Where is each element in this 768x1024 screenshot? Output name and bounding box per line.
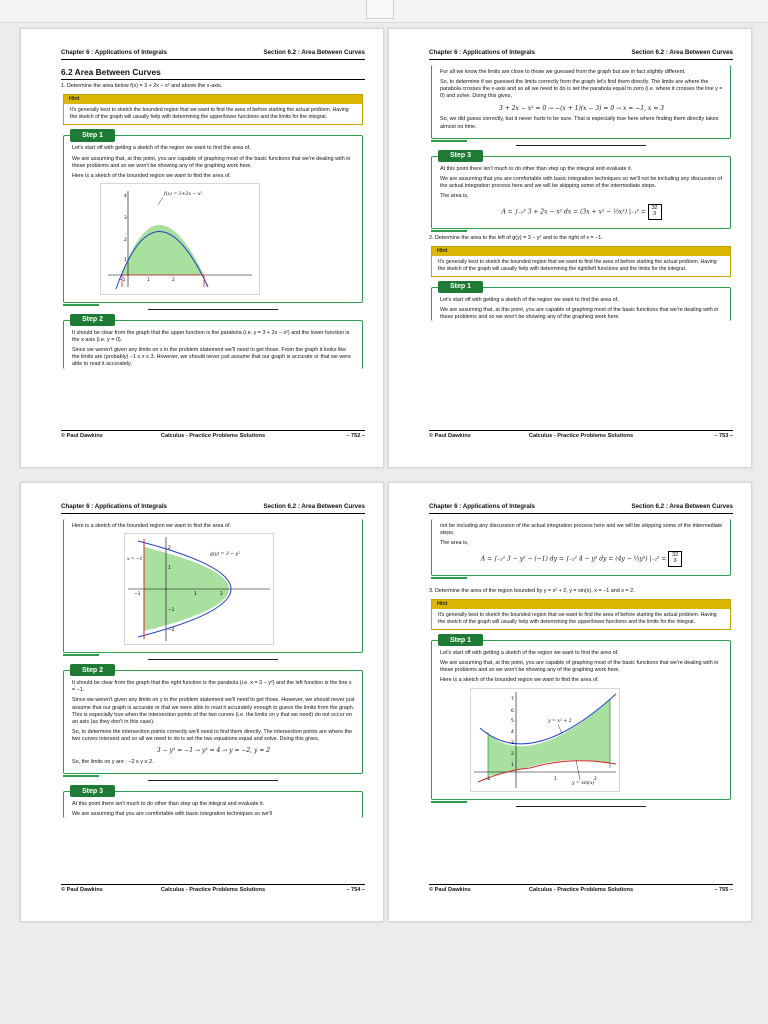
svg-text:−1: −1 <box>168 608 175 614</box>
step-text: The area is, <box>440 193 469 200</box>
problem-statement: 2. Determine the area to the left of g(y) = 3 − y² and to the right of x = −1. <box>429 234 603 241</box>
step-separator <box>148 309 278 310</box>
step-rule <box>431 801 467 803</box>
step-tag: Step 1 <box>70 129 115 141</box>
answer-numerator: 32 <box>651 205 658 212</box>
equation: A = ∫₋₁³ 3 + 2x − x² dx = (3x + x² − ⅓x³) |₋₁³ = <box>501 208 646 216</box>
lower-curve-label: y = sin(x) <box>572 780 595 786</box>
equation: 3 + 2x − x² = 0 → −(x + 1)(x − 3) = 0 → x = −1, x = 3 <box>499 104 664 112</box>
answer-box <box>668 551 682 566</box>
step-rule <box>63 654 99 656</box>
section-title: Section 6.2 : Area Between Curves <box>263 503 365 510</box>
svg-text:1: 1 <box>554 776 557 782</box>
page-footer <box>429 887 733 897</box>
header-rule <box>61 513 365 514</box>
equation: A = ∫₋₂² 3 − y² − (−1) dy = ∫₋₂² 4 − y² dy = (4y − ⅓y³) |₋₂² = <box>480 555 667 563</box>
step-text: So, we did guess correctly, but it never hurts to be sure. That is especially true here where finding them directly takes almost no time. <box>440 116 719 130</box>
svg-text:2: 2 <box>168 546 171 552</box>
area-equation <box>440 204 723 219</box>
footer-rule <box>61 430 365 431</box>
svg-text:2: 2 <box>124 237 127 243</box>
step-tag: Step 2 <box>70 314 115 326</box>
chapter-title: Chapter 6 : Applications of Integrals <box>429 503 536 510</box>
step-separator <box>148 780 278 781</box>
footer-author: © Paul Dawkins <box>61 433 103 439</box>
step-separator <box>148 659 278 660</box>
step-tag: Step 1 <box>438 281 483 293</box>
page-footer <box>61 433 365 443</box>
svg-text:1: 1 <box>147 277 150 283</box>
step-text: At this point there isn't much to do other than step up the integral and evaluate it. <box>72 801 265 808</box>
hint-box <box>63 94 363 125</box>
step-text: At this point there isn't much to do other than step up the integral and evaluate it. <box>440 165 633 172</box>
chapter-title: Chapter 6 : Applications of Integrals <box>61 49 168 56</box>
svg-text:2: 2 <box>172 277 175 283</box>
svg-text:1: 1 <box>194 592 197 598</box>
chapter-title: Chapter 6 : Applications of Integrals <box>61 503 168 510</box>
step-rule <box>63 775 99 777</box>
step-text: Here is a sketch of the bounded region we want to find the area of. <box>72 172 231 179</box>
pdf-page-753 <box>388 28 752 468</box>
svg-text:1: 1 <box>511 762 514 768</box>
toolbar-tab[interactable] <box>366 0 394 19</box>
step-rule <box>431 140 467 142</box>
svg-text:5: 5 <box>511 718 514 724</box>
step-box <box>431 283 731 321</box>
region-sketch <box>72 183 355 295</box>
step-text: Here is a sketch of the bounded region we want to find the area of. <box>440 677 599 684</box>
step-text: So, to determine the intersection points correctly we'll need to find them directly. The intersection points are where the two curves intersect and so all we need to do is set the two equations equal and solve. Doing this gives, <box>72 728 353 742</box>
curve-label: g(y) = 3 − y² <box>210 552 241 558</box>
svg-text:−1: −1 <box>134 592 141 598</box>
hint-text: It's generally best to sketch the bounded region that we want to find the area of before starting the actual problem. Having the sketch of the graph will usually help with determining the upper/lower functions and the limits for the integral. <box>70 107 349 121</box>
pdf-page-755 <box>388 482 752 922</box>
region-sketch <box>440 688 723 792</box>
footer-book: Calculus - Practice Problems Solutions <box>160 887 266 893</box>
section-heading: 6.2 Area Between Curves <box>61 67 161 77</box>
step-text: For all we know the limits are close to those we guessed from the graph but are in fact slightly different. <box>440 69 686 75</box>
hint-title: Hint <box>432 247 730 256</box>
header-rule <box>429 513 733 514</box>
step-separator <box>516 806 646 807</box>
header-rule <box>61 59 365 60</box>
answer-denominator: 3 <box>653 210 657 217</box>
problem-statement: 1. Determine the area below f(x) = 3 + 2x − x² and above the x-axis. <box>61 83 223 90</box>
svg-text:−2: −2 <box>168 628 175 634</box>
step-text: It should be clear from the graph that the right function is the parabola (i.e. x = 3 − y²) and the left function is the line x = −1. <box>72 680 352 694</box>
step-box <box>431 636 731 800</box>
step-text: We are assuming that you are comfortable with basic integration techniques so we'll not be including any discussion of the actual integration process here and we will be skipping some of the intermediate steps. <box>440 175 722 189</box>
step-text: The area is, <box>440 540 469 547</box>
viewer-toolbar <box>0 0 768 23</box>
step-text: So, the limits on y are : −2 ≤ y ≤ 2. <box>72 759 154 766</box>
footer-author: © Paul Dawkins <box>61 887 103 893</box>
hint-title: Hint <box>432 600 730 609</box>
problem-statement: 3. Determine the area of the region bounded by y = x² + 2, y = sin(x), x = −1 and x = 2. <box>429 587 635 594</box>
footer-rule <box>429 884 733 885</box>
answer-box <box>648 204 662 219</box>
svg-text:−1: −1 <box>119 277 126 283</box>
chapter-title: Chapter 6 : Applications of Integrals <box>429 49 536 56</box>
line-label: x = −1 <box>127 557 143 563</box>
hint-box <box>431 599 731 630</box>
step-text: It should be clear from the graph that the upper function is the parabola (i.e. y = 3 + 2x − x²) and the lower function is the x-axis (i.e. y = 0). <box>72 329 350 343</box>
step-text: Let's start off with getting a sketch of the region we want to find the area of. <box>440 650 619 656</box>
section-title: Section 6.2 : Area Between Curves <box>263 49 365 56</box>
step-rule <box>63 304 99 306</box>
step-text: We are assuming that you are comfortable with basic integration techniques so we'll <box>72 811 272 818</box>
footer-book: Calculus - Practice Problems Solutions <box>528 887 634 893</box>
step-text: We are assuming that, at this point, you are capable of graphing most of the basic functions that we're dealing with in these problems and so we won't be showing any of the graphing work here. <box>72 155 351 169</box>
footer-author: © Paul Dawkins <box>429 433 471 439</box>
hint-box <box>431 246 731 277</box>
step-box <box>431 152 731 229</box>
step-text: So, to determine if we guessed the limits correctly from the graph let's find them directly. The limits are where the parabola crosses the x-axis and so all we need to do is set the parabola equal to zero (i.e. where it crosses the line y = 0) and solve. Doing this gives, <box>440 79 723 100</box>
section-title: Section 6.2 : Area Between Curves <box>631 503 733 510</box>
step-tag: Step 1 <box>438 634 483 646</box>
step-rule <box>431 577 467 579</box>
step-text: Let's start off with getting a sketch of the region we want to find the area of. <box>72 145 251 152</box>
answer-denominator: 3 <box>673 558 677 565</box>
svg-text:4: 4 <box>124 193 127 199</box>
footer-book: Calculus - Practice Problems Solutions <box>160 433 266 439</box>
svg-text:2: 2 <box>594 776 597 782</box>
step-box <box>431 65 731 139</box>
step-separator <box>516 145 646 146</box>
header-rule <box>429 59 733 60</box>
hint-title: Hint <box>64 95 362 104</box>
svg-text:4: 4 <box>511 729 514 735</box>
answer-numerator: 32 <box>672 552 679 559</box>
svg-text:6: 6 <box>511 708 514 714</box>
page-footer <box>429 433 733 443</box>
step-text: Here is a sketch of the bounded region we want to find the area of. <box>72 523 231 529</box>
svg-text:2: 2 <box>220 592 223 598</box>
step-text: Let's start off with getting a sketch of the region we want to find the area of. <box>440 296 619 303</box>
curve-label: f(x) = 3+2x − x² <box>164 191 203 197</box>
step-text: Since we weren't given any limits on y in the problem statement we'll need to get those. However, we should never just assume that our graph is accurate or that we were able to read it accurately enough to guess the limits from the graph. This is especially true when the intersection points of the two curves (i.e. the limits on y that we need) do not occur on an axis (as they don't in this case). <box>72 697 355 725</box>
pdf-page-754 <box>20 482 384 922</box>
step-box <box>431 519 731 576</box>
svg-text:3: 3 <box>124 215 127 221</box>
step-box <box>63 131 363 303</box>
region-sketch <box>72 533 355 645</box>
footer-author: © Paul Dawkins <box>429 887 471 893</box>
svg-text:7: 7 <box>511 696 514 702</box>
step-tag: Step 3 <box>70 785 115 797</box>
page-number: – 752 – <box>346 433 365 439</box>
footer-book: Calculus - Practice Problems Solutions <box>528 433 634 439</box>
page-number: – 755 – <box>714 887 733 893</box>
page-number: – 754 – <box>346 887 365 893</box>
step-text: not be including any discussion of the actual integration process here and we will be skipping some of the intermediate steps. <box>440 523 723 537</box>
section-rule <box>61 79 365 80</box>
svg-text:1: 1 <box>124 257 127 263</box>
hint-text: It's generally best to sketch the bounded region that we want to find the area of before starting the actual problem. Having the sketch of the graph will usually help with determining the upper/lower functions and the limits for the integral. <box>438 611 717 625</box>
step-text: Since we weren't given any limits on x in the problem statement we'll need to get those. From the graph it looks like the limits are (probably) −1 ≤ x ≤ 3. However, we should never just assume that our graph is accurate or that we were able to read it accurately. <box>72 347 352 368</box>
step-box <box>63 316 363 369</box>
footer-rule <box>429 430 733 431</box>
upper-curve-label: y = x² + 2 <box>548 718 572 724</box>
footer-rule <box>61 884 365 885</box>
svg-text:2: 2 <box>511 751 514 757</box>
hint-text: It's generally best to sketch the bounded region that we want to find the area of before starting the actual problem. Having the sketch of the graph will usually help with determining the right/left functions and the limits for the integral. <box>438 258 717 272</box>
svg-text:3: 3 <box>511 740 514 746</box>
page-number: – 753 – <box>714 433 733 439</box>
step-rule <box>431 230 467 232</box>
step-box <box>63 519 363 653</box>
area-equation <box>440 551 723 566</box>
page-footer <box>61 887 365 897</box>
svg-text:1: 1 <box>168 566 171 572</box>
section-title: Section 6.2 : Area Between Curves <box>631 49 733 56</box>
pdf-page-752 <box>20 28 384 468</box>
step-text: We are assuming that, at this point, you are capable of graphing most of the basic functions that we're dealing with in these problems and so we won't be showing any of the graphing work here. <box>440 306 719 321</box>
step-text: We are assuming that, at this point, you are capable of graphing most of the basic functions that we're dealing with in these problems and so we won't be showing any of the graphing work here. <box>440 660 719 674</box>
equation: 3 − y² = −1 → y² = 4 → y = −2, y = 2 <box>156 747 271 755</box>
step-box <box>63 787 363 818</box>
step-tag: Step 3 <box>438 150 483 162</box>
step-box <box>63 666 363 774</box>
step-tag: Step 2 <box>70 664 115 676</box>
svg-text:−1: −1 <box>484 776 491 782</box>
